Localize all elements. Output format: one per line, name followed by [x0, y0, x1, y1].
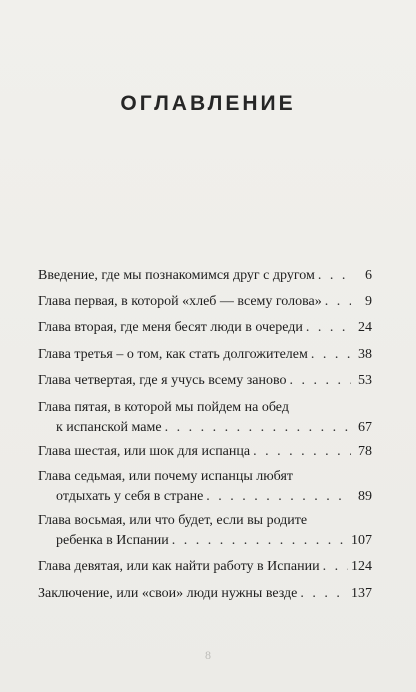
toc-entry[interactable]: [38, 371, 372, 391]
toc-entry-page: 38: [358, 347, 372, 362]
toc-entry-title: Глава третья – о том, как стать долгожителем: [38, 347, 308, 362]
toc-entry[interactable]: [38, 398, 372, 438]
dot-leader: [300, 584, 348, 604]
toc-entry[interactable]: [38, 318, 372, 338]
toc-entry-page: 124: [351, 559, 372, 574]
toc-entry-page: 107: [351, 533, 372, 548]
toc-entry-page: 53: [358, 373, 372, 388]
toc-entry-title: отдыхать у себя в стране: [56, 489, 204, 504]
dot-leader: [172, 531, 348, 551]
toc-entry-title: Глава седьмая, или почему испанцы любят: [38, 469, 294, 484]
toc-entry-page: 89: [358, 489, 372, 504]
toc-entry-title: к испанской маме: [56, 420, 162, 435]
toc-entry-page: 78: [358, 444, 372, 459]
dot-leader: [311, 345, 351, 365]
toc-entry-title: Глава пятая, в которой мы пойдем на обед: [38, 400, 289, 415]
dot-leader: [306, 318, 351, 338]
toc-entry-title: Глава вторая, где меня бесят люди в очереди: [38, 320, 303, 335]
toc-entry[interactable]: [38, 467, 372, 507]
table-of-contents: [38, 266, 372, 604]
toc-entry-page: 67: [358, 420, 372, 435]
toc-entry[interactable]: [38, 292, 372, 312]
toc-entry-title: Глава первая, в которой «хлеб — всему голова»: [38, 294, 322, 309]
toc-entry-title: Заключение, или «свои» люди нужны везде: [38, 586, 298, 601]
dot-leader: [323, 557, 348, 577]
toc-entry-page: 137: [351, 586, 372, 601]
toc-entry[interactable]: [38, 584, 372, 604]
toc-entry[interactable]: [38, 511, 372, 551]
toc-entry-title: Глава восьмая, или что будет, если вы родите: [38, 513, 308, 528]
toc-entry-page: 9: [365, 294, 372, 309]
toc-entry-page: 6: [365, 268, 372, 283]
dot-leader: [318, 266, 351, 286]
toc-entry-title: Глава четвертая, где я учусь всему заново: [38, 373, 287, 388]
toc-entry[interactable]: [38, 345, 372, 365]
toc-entry-title: Введение, где мы познакомимся друг с другом: [38, 268, 315, 283]
dot-leader: [289, 371, 351, 391]
toc-heading: ОГЛАВЛЕНИЕ: [120, 92, 296, 115]
dot-leader: [206, 487, 351, 507]
page-number: 8: [205, 648, 211, 662]
toc-entry[interactable]: [38, 557, 372, 577]
toc-entry-title: ребенка в Испании: [56, 533, 169, 548]
toc-entry[interactable]: [38, 266, 372, 286]
dot-leader: [165, 418, 351, 438]
toc-entry-title: Глава шестая, или шок для испанца: [38, 444, 251, 459]
toc-entry[interactable]: [38, 442, 372, 462]
toc-entry-page: 24: [358, 320, 372, 335]
dot-leader: [325, 292, 351, 312]
dot-leader: [253, 442, 351, 462]
toc-entry-title: Глава девятая, или как найти работу в Испании: [38, 559, 320, 574]
